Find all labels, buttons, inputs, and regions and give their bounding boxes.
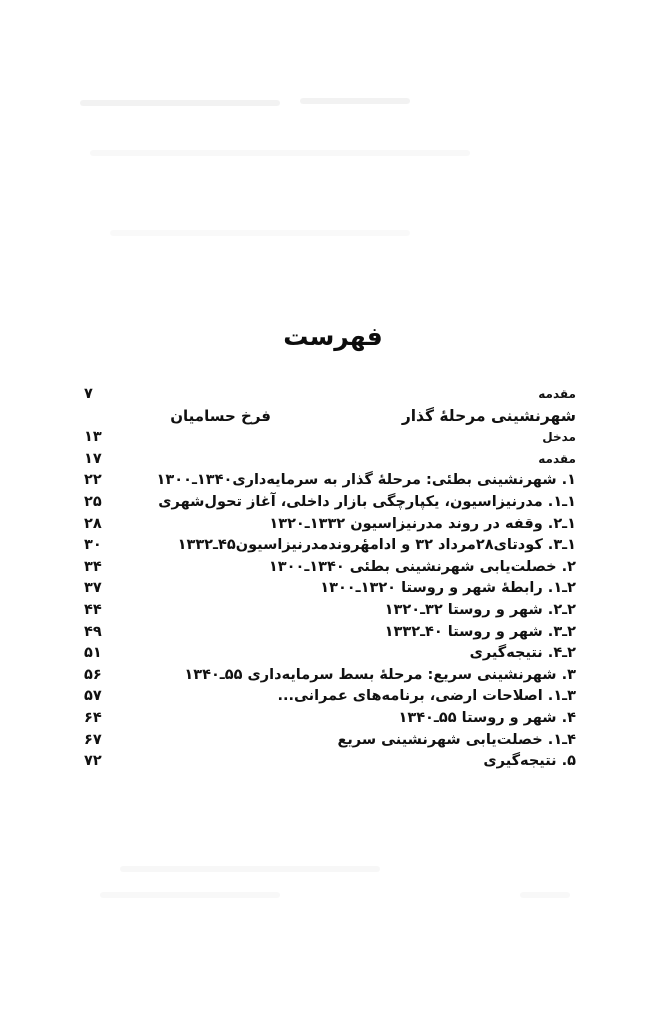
page-title: فهرست (283, 322, 383, 351)
toc-part-author: فرخ حسامیان (170, 406, 271, 425)
toc-entry-page: ۱۳ (84, 429, 102, 446)
toc-entry (82, 535, 576, 557)
toc-entry (82, 643, 576, 665)
toc-entry-label: مدخل (542, 430, 576, 445)
toc-entry-page: ۳۰ (84, 537, 102, 554)
toc-entry-page: ۵۷ (84, 688, 102, 705)
toc-entry-label: ۱ـ۳. کودتای۲۸مرداد ۳۲ و ادامهٔروندمدرنیزاسیون۴۵ـ۱۳۳۲ (177, 537, 576, 554)
toc-entry-label: ۲ـ۱. رابطهٔ شهر و روستا ۱۳۲۰ـ۱۳۰۰ (320, 580, 576, 597)
toc-entry-page: ۱۷ (84, 450, 102, 467)
toc-entry (82, 470, 576, 492)
toc-entry-page: ۵۱ (84, 645, 102, 662)
toc-entry (82, 686, 576, 708)
toc-entry-label: ۱ـ۱. مدرنیزاسیون، یکپارچگی بازار داخلی، آغاز تحول‌شهری (158, 493, 576, 510)
show-through-mark (110, 230, 410, 236)
toc-entry-page: ۴۴ (84, 601, 102, 618)
toc-entry-label: مقدمه (538, 387, 576, 401)
toc-entry-label: ۴. شهر و روستا ۵۵ـ۱۳۴۰ (398, 709, 576, 726)
toc-entry-page: ۷ (84, 386, 93, 402)
toc-entry (82, 751, 576, 773)
toc-entry-page: ۳۴ (84, 558, 102, 575)
toc-entry (82, 600, 576, 622)
toc-entry (82, 708, 576, 730)
toc-entry (82, 730, 576, 752)
toc-entry-page: ۴۹ (84, 623, 102, 640)
toc-entry-label: ۱ـ۲. وقفه در روند مدرنیزاسیون ۱۳۳۲ـ۱۳۲۰ (269, 515, 576, 532)
toc-entry-page: ۵۶ (84, 666, 102, 683)
toc-part-title: شهرنشینی مرحلهٔ گذار (401, 406, 576, 425)
toc-entry-label: ۲ـ۲. شهر و روستا ۳۲ـ۱۳۲۰ (384, 601, 576, 618)
show-through-mark (120, 866, 380, 872)
toc-entry-page: ۷۲ (84, 753, 102, 770)
toc-entry (82, 449, 576, 471)
toc-entry (82, 514, 576, 536)
toc-entry-page: ۳۷ (84, 580, 102, 597)
show-through-mark (100, 892, 280, 898)
toc-entry (82, 427, 576, 449)
toc-entry-label: ۱. شهرنشینی بطئی: مرحلهٔ گذار به سرمایه‌داری۱۳۴۰ـ۱۳۰۰ (156, 472, 576, 489)
toc-entry-label: ۵. نتیجه‌گیری (483, 753, 576, 770)
toc-entry (82, 665, 576, 687)
toc-entry-label: ۲ـ۳. شهر و روستا ۴۰ـ۱۳۳۲ (384, 623, 576, 640)
toc-entry-label: ۲ـ۴. نتیجه‌گیری (469, 645, 576, 662)
toc-entry-label: ۳ـ۱. اصلاحات ارضی، برنامه‌های عمرانی... (277, 688, 576, 705)
toc-entry (82, 622, 576, 644)
show-through-mark (80, 100, 280, 106)
toc-entry-page: ۲۵ (84, 493, 102, 510)
toc-entry-page: ۶۴ (84, 709, 102, 726)
toc-entry (82, 384, 576, 406)
show-through-mark (90, 150, 470, 156)
toc-part-heading (82, 406, 576, 428)
toc-entry-label: ۲. خصلت‌یابی شهرنشینی بطئی ۱۳۴۰ـ۱۳۰۰ (268, 558, 576, 575)
toc-entry-page: ۶۷ (84, 731, 102, 748)
show-through-mark (300, 98, 410, 104)
toc-entry (82, 557, 576, 579)
toc-entry-page: ۲۲ (84, 472, 102, 489)
toc-entry-label: ۳. شهرنشینی سریع: مرحلهٔ بسط سرمایه‌داری ۵۵ـ۱۳۴۰ (184, 666, 576, 683)
toc-entry-page: ۲۸ (84, 515, 102, 532)
toc-entry (82, 492, 576, 514)
table-of-contents (82, 384, 576, 773)
toc-entry-label: ۴ـ۱. خصلت‌یابی شهرنشینی سریع (337, 731, 576, 748)
show-through-mark (520, 892, 570, 898)
toc-entry-label: مقدمه (538, 451, 576, 466)
toc-entry (82, 578, 576, 600)
